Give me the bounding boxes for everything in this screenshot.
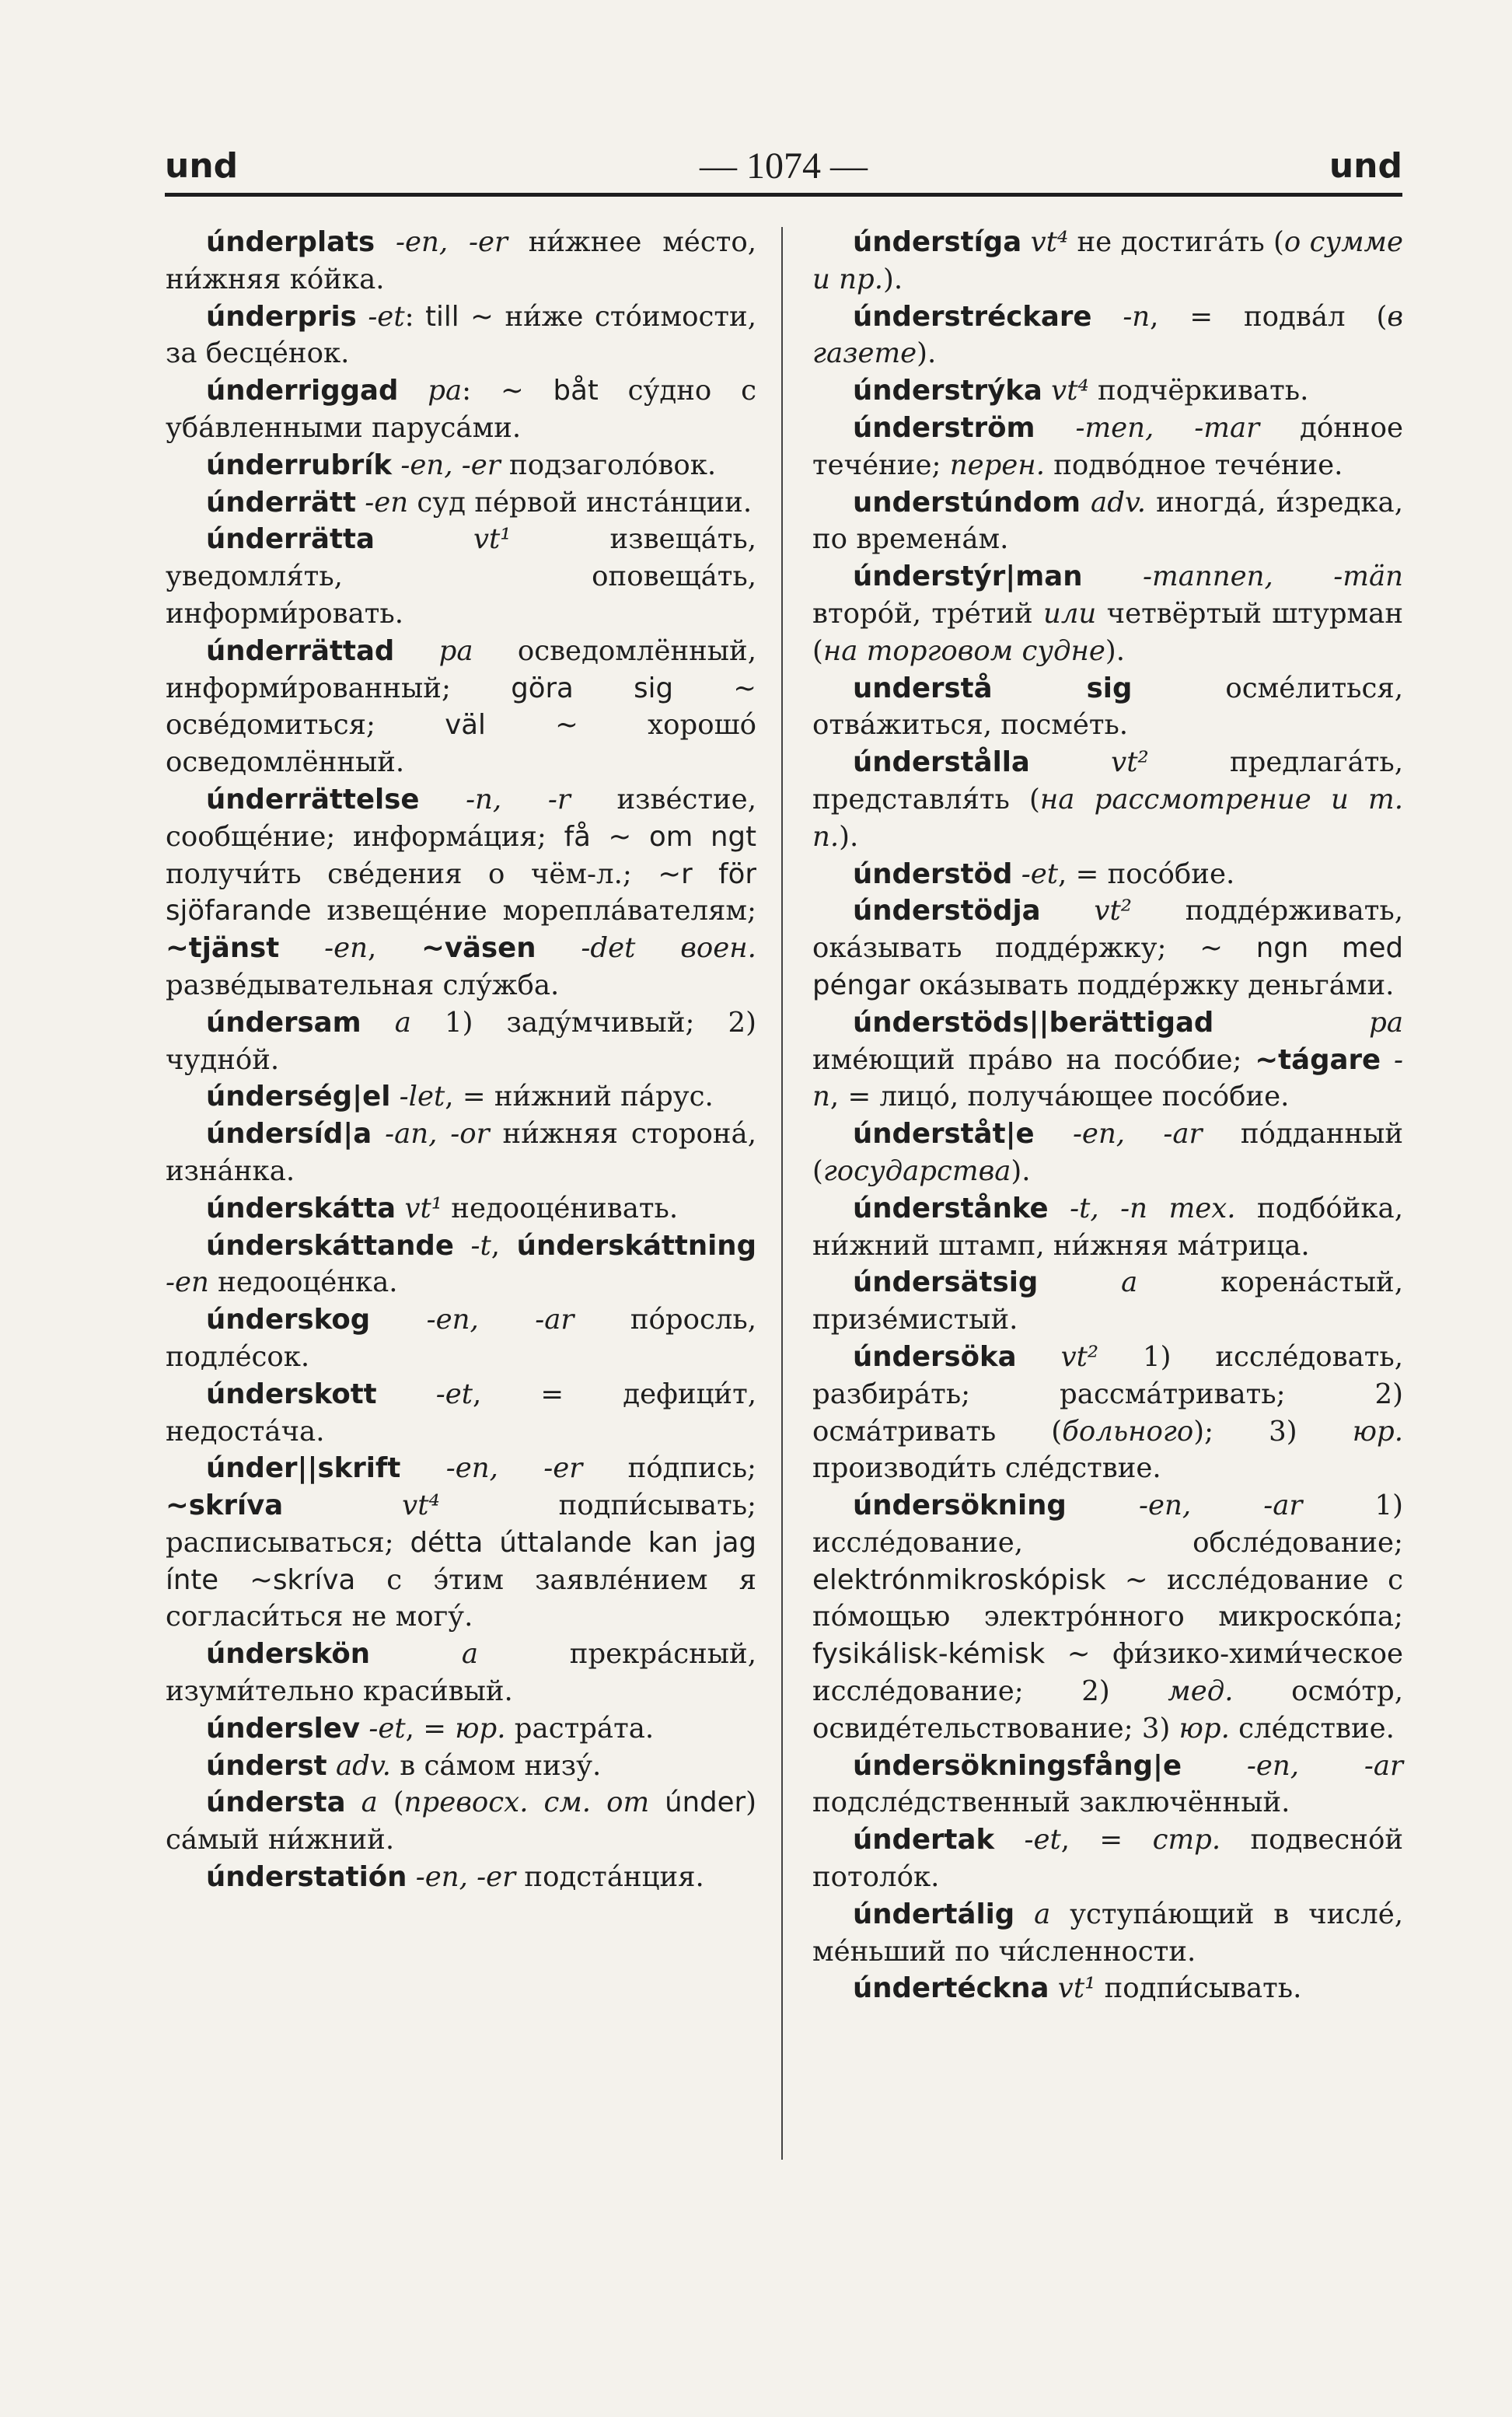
dictionary-entry: [812, 892, 1403, 1004]
dictionary-entry: [812, 1004, 1403, 1116]
dictionary-entry: [166, 781, 756, 1004]
headword: únderskáttning: [516, 1229, 756, 1262]
grammar-label: -en, -ar: [426, 1304, 574, 1336]
translation: 1) заду́мчивый; 2) чудно́й.: [166, 1006, 756, 1076]
grammar-label: -en, -er: [396, 226, 508, 258]
dictionary-entry: [812, 224, 1403, 299]
grammar-label: -n, -r: [466, 783, 571, 816]
translation: , = подва́л (: [1150, 300, 1388, 333]
grammar-label: -et: [1024, 1824, 1061, 1856]
translation: ни́жняя сторона́, изна́нка.: [166, 1118, 756, 1187]
translation: подзаголо́вок.: [500, 449, 717, 481]
grammar-label: adv.: [335, 1749, 391, 1782]
headword: únderståt|e: [853, 1118, 1035, 1151]
dictionary-entry: [166, 1748, 756, 1785]
headword: únderskáttande: [206, 1229, 454, 1262]
headword: únderpris: [206, 300, 357, 333]
translation: по́дпись;: [582, 1452, 756, 1485]
swedish-phrase: ~r för sjöfarande: [166, 857, 756, 927]
headword: únderstödja: [853, 895, 1041, 927]
translation: [390, 1081, 399, 1112]
page-header: [165, 138, 1402, 197]
dictionary-entry: [812, 1190, 1403, 1265]
grammar-label: vt⁴: [402, 1490, 440, 1522]
translation: [356, 487, 365, 519]
dictionary-entry: [812, 1264, 1403, 1339]
dictionary-entry: [166, 1190, 756, 1228]
translation: , =: [405, 1712, 456, 1745]
column-divider: [781, 227, 783, 2160]
translation: подста́нция.: [515, 1861, 704, 1894]
translation: ни́жнее ме́сто, ни́жняя ко́йка.: [166, 226, 756, 295]
headword: únderström: [853, 411, 1035, 444]
translation: корена́стый, призе́мистый.: [812, 1266, 1403, 1336]
grammar-label: -en: [324, 932, 368, 965]
translation: [1041, 895, 1095, 927]
page-number: — 1074 —: [700, 145, 868, 187]
translation: [360, 1713, 368, 1745]
headword: úndertak: [853, 1824, 995, 1856]
headword: únderstånke: [853, 1192, 1049, 1224]
swedish-phrase: elektrónmikroskópisk: [812, 1563, 1106, 1596]
translation: иногда́, и́зредка, по времена́м.: [812, 486, 1403, 556]
dictionary-entry: [166, 1004, 756, 1079]
translation: име́ющий пра́во на посо́бие;: [812, 1043, 1255, 1076]
headword: únderstrýka: [853, 375, 1042, 407]
left-column: [166, 224, 756, 1896]
grammar-label: -det воен.: [581, 932, 756, 965]
swedish-phrase: göra sig: [511, 672, 673, 704]
translation: [377, 1378, 436, 1410]
headword: ~skríva: [166, 1490, 284, 1522]
grammar-label: -an, -or: [385, 1118, 490, 1151]
translation: в са́мом низу́.: [390, 1749, 602, 1782]
headword: úndersöka: [853, 1340, 1017, 1373]
translation: , = ни́жний па́рус.: [445, 1081, 714, 1113]
translation: [1381, 1044, 1394, 1076]
grammar-label: adv.: [1091, 486, 1147, 519]
translation: [370, 1638, 462, 1670]
grammar-label: pa: [438, 634, 473, 667]
translation: [994, 1824, 1024, 1856]
headword: ~väsen: [421, 932, 536, 965]
translation: [375, 523, 473, 555]
headword: únderstréckare: [853, 300, 1092, 333]
grammar-label: a: [1121, 1266, 1138, 1299]
translation: : ~: [462, 375, 553, 407]
grammar-label: vt²: [1111, 746, 1149, 779]
headword: úndersätsig: [853, 1266, 1039, 1299]
translation: производи́ть сле́дствие.: [812, 1452, 1161, 1485]
translation: по́дданный (: [812, 1118, 1403, 1187]
translation: четвёртый штурман (: [812, 597, 1403, 667]
headword: únderslev: [206, 1712, 361, 1745]
translation: прекра́сный, изуми́тельно краси́вый.: [166, 1638, 756, 1708]
dictionary-entry: [166, 224, 756, 299]
grammar-label: -let: [399, 1081, 445, 1113]
headword: únderstíga: [853, 226, 1022, 258]
translation: ни́же сто́имости, за бесце́нок.: [166, 300, 756, 370]
translation: [1049, 1972, 1057, 2004]
translation: растра́та.: [505, 1712, 655, 1745]
headword: únderstöds||berättigad: [853, 1006, 1214, 1039]
translation: [357, 301, 368, 333]
grammar-label: -et: [368, 1712, 406, 1745]
grammar-label: юр.: [1352, 1415, 1403, 1448]
translation: изве́стие, сообще́ние; информа́ция;: [166, 783, 756, 853]
dictionary-entry: [812, 1116, 1403, 1190]
translation: [361, 1007, 395, 1039]
translation: [398, 375, 428, 407]
dictionary-entry: [166, 1078, 756, 1116]
translation: не достига́ть (: [1068, 226, 1284, 258]
translation: [1012, 858, 1021, 890]
translation: суд пе́рвой инста́нции.: [408, 486, 753, 519]
headword: únderség|el: [206, 1081, 391, 1113]
grammar-label: vt¹: [473, 523, 512, 556]
translation: [392, 449, 400, 481]
grammar-label: -en, -er: [415, 1861, 516, 1894]
translation: до́нное тече́ние;: [812, 411, 1403, 481]
translation: ~ фи́зико-хими́ческое иссле́дование; 2): [812, 1638, 1403, 1708]
dictionary-entry: [166, 1710, 756, 1748]
dictionary-entry: [812, 558, 1403, 669]
translation: подчёркивать.: [1088, 375, 1309, 407]
grammar-label: на торговом судне: [822, 634, 1105, 667]
translation: [1021, 226, 1030, 258]
translation: ~ хорошо́ осведомлённый.: [166, 709, 756, 779]
translation: ,: [367, 932, 422, 965]
translation: [419, 784, 466, 816]
translation: [400, 1452, 445, 1484]
translation: (: [377, 1787, 404, 1819]
headword: únderplats: [206, 226, 375, 258]
dictionary-entry: [166, 372, 756, 447]
headword: únderstålla: [853, 746, 1030, 779]
grammar-label: -en, -ar: [1072, 1118, 1203, 1151]
translation: подде́рживать, ока́зывать подде́ржку; ~: [812, 895, 1403, 965]
grammar-label: vt⁴: [1051, 375, 1089, 407]
dictionary-entry: [166, 1376, 756, 1451]
headword: understå sig: [853, 672, 1133, 704]
translation: [1038, 1266, 1121, 1298]
translation: [372, 1118, 385, 1150]
dictionary-entry: [166, 1636, 756, 1710]
translation: [1081, 487, 1091, 519]
left-guide-word: und: [165, 146, 239, 186]
dictionary-entry: [812, 670, 1403, 745]
dictionary-entry: [812, 484, 1403, 559]
dictionary-entry: [812, 1748, 1403, 1822]
grammar-label: a: [394, 1006, 411, 1039]
grammar-label: a: [361, 1787, 378, 1819]
swedish-phrase: båt: [553, 375, 599, 407]
grammar-label: превосх. см. от: [403, 1787, 650, 1819]
grammar-label: -et: [1021, 857, 1059, 890]
translation: [1091, 301, 1123, 333]
grammar-label: vt²: [1094, 895, 1132, 927]
grammar-label: -n: [812, 1043, 1403, 1113]
swedish-phrase: únder: [665, 1787, 746, 1819]
headword: únderskott: [206, 1378, 377, 1410]
grammar-label: -t: [470, 1229, 491, 1262]
translation: ).: [1105, 634, 1126, 667]
headword: understúndom: [853, 486, 1081, 519]
dictionary-entry: [166, 1859, 756, 1896]
translation: , = посо́бие.: [1058, 857, 1235, 890]
translation: подбо́йка, ни́жний штамп, ни́жняя ма́трица.: [812, 1192, 1403, 1262]
swedish-phrase: ngn med péngar: [812, 932, 1404, 1001]
translation: [1014, 1898, 1034, 1930]
translation: ,: [491, 1229, 517, 1262]
dictionary-entry: [166, 1301, 756, 1376]
right-guide-word: und: [1329, 146, 1402, 186]
grammar-label: -en: [166, 1266, 209, 1299]
grammar-label: юр.: [455, 1712, 506, 1745]
translation: ) са́мый ни́жний.: [166, 1787, 756, 1856]
headword: ~tjänst: [166, 932, 280, 965]
translation: [649, 1787, 665, 1818]
headword: únderrätta: [206, 523, 375, 556]
dictionary-entry: [166, 1116, 756, 1190]
dictionary-entry: [166, 299, 756, 373]
translation: получи́ть све́дения о чём-л.;: [166, 857, 658, 890]
headword: únderriggad: [206, 375, 399, 407]
dictionary-entry: [812, 744, 1403, 855]
translation: [1035, 412, 1076, 444]
translation: сле́дствие.: [1229, 1712, 1395, 1745]
translation: [1042, 375, 1051, 407]
translation: [283, 1490, 402, 1521]
grammar-label: vt¹: [1057, 1972, 1096, 2005]
translation: извеща́ть, уведомля́ть, оповеща́ть, информи́ровать.: [166, 523, 756, 630]
translation: недооце́нка.: [208, 1266, 398, 1299]
swedish-phrase: väl: [445, 709, 486, 742]
right-column: [812, 224, 1403, 2007]
headword: únderrätt: [206, 486, 356, 519]
translation: ).: [917, 337, 937, 370]
translation: недооце́нивать.: [442, 1192, 679, 1224]
grammar-label: -en, -ar: [1138, 1490, 1303, 1522]
translation: [407, 1861, 415, 1893]
headword: únderstýr|man: [853, 561, 1083, 593]
grammar-label: стр.: [1152, 1824, 1221, 1856]
grammar-label: -en: [365, 486, 409, 519]
swedish-phrase: få ~ om ngt: [564, 820, 756, 853]
grammar-label: -en, -er: [445, 1452, 583, 1485]
grammar-label: -en, -ar: [1246, 1749, 1403, 1782]
translation: по́росль, подле́сок.: [166, 1304, 756, 1373]
translation: , = лицо́, получа́ющее посо́бие.: [829, 1081, 1290, 1113]
grammar-label: или: [1042, 597, 1097, 630]
grammar-label: -t, -n: [1070, 1192, 1148, 1224]
grammar-label: -men, -mar: [1075, 411, 1260, 444]
translation: подпи́сывать.: [1095, 1972, 1302, 2005]
translation: подсле́дственный заключённый.: [812, 1787, 1290, 1819]
translation: [1213, 1007, 1369, 1039]
translation: подво́дное тече́ние.: [1044, 449, 1343, 481]
translation: [1082, 561, 1143, 592]
headword: únderst: [206, 1749, 327, 1782]
headword: únderrättelse: [206, 783, 420, 816]
grammar-label: a: [1034, 1898, 1051, 1930]
translation: [394, 635, 438, 667]
translation: осведомлённый, информи́рованный;: [166, 634, 756, 704]
grammar-label: vt⁴: [1030, 226, 1069, 258]
dictionary-entry: [812, 1487, 1403, 1748]
translation: ).: [1011, 1154, 1031, 1187]
dictionary-entry: [166, 521, 756, 632]
grammar-label: a: [461, 1638, 478, 1671]
dictionary-entry: [166, 447, 756, 484]
grammar-label: vt¹: [404, 1192, 442, 1224]
dictionary-entry: [812, 1821, 1403, 1896]
headword: únderskön: [206, 1638, 370, 1671]
translation: ~ иссле́дование с по́мощью электро́нного микроско́па;: [812, 1563, 1403, 1633]
translation: второ́й, тре́тий: [812, 597, 1043, 630]
headword: ~tágare: [1255, 1043, 1381, 1076]
translation: уступа́ющий в числе́, ме́ньший по чи́сленности.: [812, 1898, 1403, 1968]
translation: подвесно́й потоло́к.: [812, 1824, 1403, 1894]
grammar-label: -mannen, -män: [1143, 561, 1403, 593]
translation: , =: [1060, 1824, 1153, 1856]
grammar-label: на рассмотрение и т. п.: [812, 783, 1403, 853]
translation: извеще́ние морепла́вателям;: [311, 895, 756, 927]
dictionary-entry: [812, 856, 1403, 893]
translation: подпи́сывать; расписываться;: [166, 1490, 756, 1559]
headword: úndersta: [206, 1787, 346, 1819]
translation: с э́тим заявле́нием я согласи́ться не могу́.: [166, 1563, 756, 1633]
translation: осмо́тр, освиде́тельствование; 3): [812, 1675, 1403, 1745]
translation: [327, 1750, 336, 1782]
grammar-label: -en, -er: [400, 449, 501, 481]
translation: осме́литься, отва́житься, посме́ть.: [812, 672, 1404, 742]
grammar-label: vt²: [1060, 1340, 1099, 1373]
swedish-phrase: till ~: [425, 300, 494, 333]
swedish-phrase: fysikálisk-kémisk: [812, 1638, 1046, 1671]
headword: úndersam: [206, 1006, 361, 1039]
translation: разве́дывательная слу́жба.: [166, 969, 560, 1001]
headword: únderstatión: [206, 1861, 407, 1894]
translation: [1035, 1118, 1073, 1150]
translation: ); 3): [1193, 1415, 1353, 1448]
translation: :: [404, 300, 426, 333]
grammar-label: в газете: [812, 300, 1403, 370]
headword: úndertálig: [853, 1898, 1015, 1930]
translation: ~ осве́домиться;: [166, 672, 757, 742]
headword: úndersíd|a: [206, 1118, 372, 1151]
grammar-label: о сумме и пр.: [812, 226, 1403, 295]
grammar-label: -et: [368, 300, 405, 333]
grammar-label: тех.: [1168, 1192, 1236, 1224]
dictionary-entry: [812, 299, 1403, 373]
headword: úndersökningsfång|e: [853, 1749, 1182, 1782]
dictionary-entry: [812, 372, 1403, 410]
dictionary-entry: [166, 1450, 756, 1636]
swedish-phrase: détta úttalande kan jag ínte ~skríva: [166, 1526, 756, 1596]
translation: [1017, 1341, 1061, 1373]
translation: [370, 1304, 426, 1336]
headword: únderstöd: [853, 857, 1013, 890]
grammar-label: больного: [1062, 1415, 1194, 1448]
dictionary-entry: [812, 1970, 1403, 2007]
translation: [1182, 1750, 1247, 1782]
translation: [375, 226, 396, 258]
translation: ока́зывать подде́ржку деньга́ми.: [910, 969, 1395, 1001]
headword: únderrubrík: [206, 449, 393, 481]
translation: [1147, 1193, 1169, 1224]
translation: [279, 932, 324, 964]
translation: су́дно с уба́вленными паруса́ми.: [166, 375, 756, 444]
translation: , = дефици́т, недоста́ча.: [166, 1378, 756, 1448]
grammar-label: pa: [1369, 1006, 1403, 1039]
translation: [536, 932, 581, 964]
translation: предлага́ть, представля́ть (: [812, 746, 1403, 816]
translation: 1) иссле́довать, разбира́ть; рассма́тривать; 2) осма́тривать (: [812, 1340, 1403, 1448]
headword: únder||skrift: [206, 1452, 401, 1485]
translation: [454, 1230, 471, 1262]
grammar-label: -et: [435, 1378, 473, 1410]
headword: únderskog: [206, 1304, 371, 1336]
grammar-label: pa: [428, 375, 463, 407]
grammar-label: государства: [822, 1154, 1011, 1187]
dictionary-entry: [812, 1896, 1403, 1971]
translation: [1049, 1193, 1070, 1224]
headword: únderrättad: [206, 634, 395, 667]
grammar-label: юр.: [1179, 1712, 1230, 1745]
grammar-label: перен.: [949, 449, 1045, 481]
translation: ).: [839, 820, 859, 853]
dictionary-entry: [812, 410, 1403, 484]
translation: ).: [883, 263, 903, 295]
dictionary-entry: [166, 484, 756, 522]
dictionary-entry: [166, 1784, 756, 1859]
dictionary-entry: [166, 633, 756, 781]
headword: úndertéckna: [853, 1972, 1049, 2005]
translation: 1) иссле́дование, обсле́дование;: [812, 1490, 1403, 1559]
translation: [1067, 1490, 1139, 1521]
headword: únderskátta: [206, 1192, 396, 1224]
translation: [396, 1193, 404, 1224]
translation: [346, 1787, 361, 1818]
translation: [1030, 746, 1111, 778]
dictionary-entry: [166, 1228, 756, 1302]
grammar-label: мед.: [1168, 1675, 1234, 1708]
grammar-label: -n: [1123, 300, 1151, 333]
dictionary-entry: [812, 1339, 1403, 1487]
headword: úndersökning: [853, 1490, 1067, 1522]
